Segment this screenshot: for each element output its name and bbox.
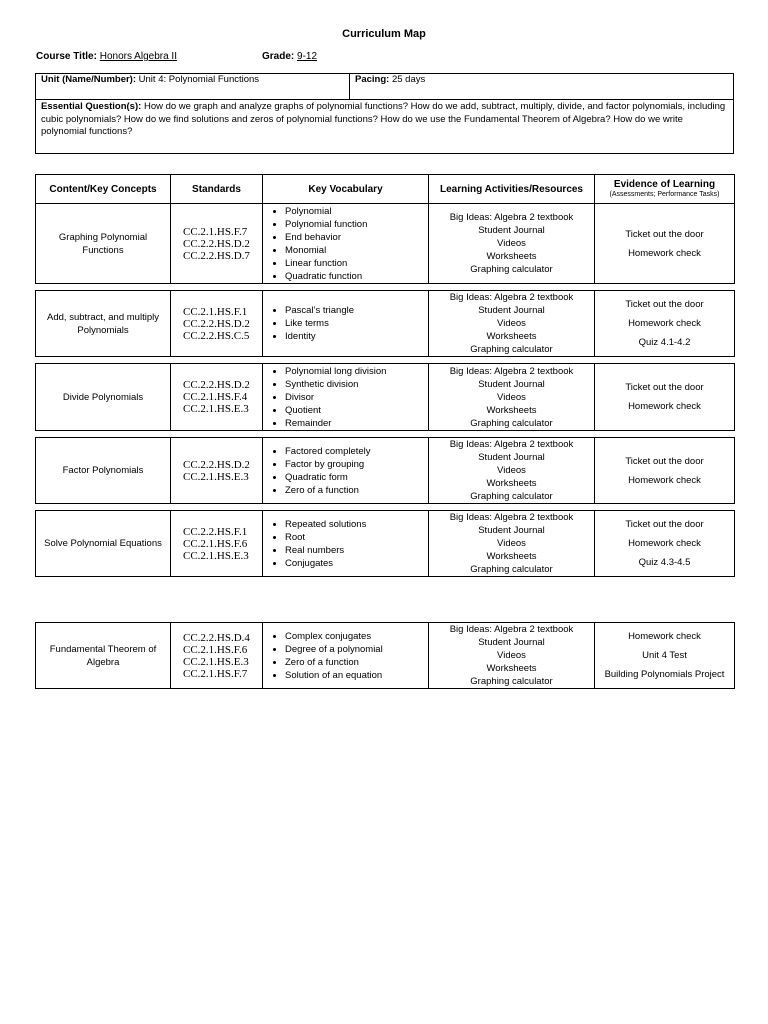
activity-item: Worksheets	[486, 663, 537, 674]
activity-item: Videos	[497, 465, 526, 476]
vocabulary-list	[263, 630, 428, 682]
activities-cell	[429, 291, 595, 357]
curriculum-table-continued	[35, 622, 735, 689]
evidence-item: Homework check	[628, 631, 701, 642]
evidence-cell	[595, 291, 735, 357]
evidence-item: Homework check	[628, 474, 701, 486]
spacer-cell	[36, 284, 735, 291]
evidence-cell	[595, 623, 735, 689]
standards-cell	[171, 511, 263, 577]
grade-field	[262, 51, 317, 62]
course-title-field	[36, 51, 177, 62]
course-title-label: Course Title:	[36, 51, 97, 62]
standard-code: CC.2.1.HS.F.4	[183, 391, 248, 403]
vocabulary-list	[263, 445, 428, 497]
vocabulary-term: • Pascal’s triangle	[285, 304, 428, 317]
vocabulary-list	[263, 304, 428, 343]
spacer-cell	[36, 431, 735, 438]
vocabulary-cell	[263, 623, 429, 689]
activity-item: Student Journal	[478, 378, 545, 390]
grade-label: Grade:	[262, 51, 295, 62]
header-concepts: Content/Key Concepts	[36, 175, 171, 204]
vocabulary-term: • Factored completely	[285, 445, 428, 458]
vocabulary-term: • Polynomial function	[285, 218, 428, 231]
concept-cell: Fundamental Theorem of Algebra	[36, 623, 171, 689]
activity-item: Graphing calculator	[470, 344, 553, 355]
vocabulary-term: • End behavior	[285, 231, 428, 244]
table-body-continued	[36, 623, 735, 689]
standard-code: CC.2.1.HS.E.3	[183, 655, 249, 668]
vocabulary-term: • Zero of a function	[285, 484, 428, 497]
standard-code: CC.2.1.HS.F.1	[183, 305, 248, 318]
grade-value: 9-12	[297, 51, 318, 62]
row-spacer	[36, 504, 735, 511]
standard-code: CC.2.1.HS.F.7	[183, 225, 248, 238]
activity-item: Student Journal	[478, 525, 545, 536]
spacer-cell	[36, 504, 735, 511]
activity-item: Big Ideas: Algebra 2 textbook	[449, 439, 574, 450]
evidence-item: Homework check	[628, 401, 701, 412]
standard-code: CC.2.1.HS.E.3	[183, 549, 249, 562]
activities-cell	[429, 511, 595, 577]
vocabulary-term: • Repeated solutions	[285, 518, 428, 531]
evidence-item: Ticket out the door	[625, 299, 704, 310]
table-row	[36, 291, 735, 357]
activity-item: Student Journal	[478, 225, 545, 236]
activity-item: Videos	[497, 650, 526, 661]
activity-item: Videos	[497, 538, 526, 549]
vocabulary-term: • Solution of an equation	[285, 669, 428, 682]
evidence-item: Ticket out the door	[625, 455, 704, 467]
evidence-item: Homework check	[628, 538, 701, 549]
unit-value: Unit 4: Polynomial Functions	[138, 74, 260, 85]
unit-label: Unit (Name/Number):	[41, 74, 137, 85]
table-row	[36, 364, 735, 431]
activity-item: Videos	[497, 391, 526, 403]
vocabulary-term: • Like terms	[285, 317, 428, 330]
vocabulary-term: • Real numbers	[285, 544, 428, 557]
row-spacer	[36, 284, 735, 291]
header-activities: Learning Activities/Resources	[429, 175, 595, 204]
vocabulary-term: • Polynomial long division	[285, 365, 428, 378]
table-row	[36, 623, 735, 689]
vocabulary-term: • Zero of a function	[285, 656, 428, 669]
vocabulary-term: • Divisor	[285, 391, 428, 404]
concept-cell: Add, subtract, and multiply Polynomials	[36, 291, 171, 357]
standard-code: CC.2.2.HS.D.2	[183, 317, 250, 330]
standard-code: CC.2.2.HS.D.2	[183, 379, 250, 391]
vocabulary-term: • Quadratic function	[285, 270, 428, 283]
evidence-cell	[595, 511, 735, 577]
evidence-cell	[595, 204, 735, 284]
evidence-item: Ticket out the door	[625, 382, 704, 393]
standard-code: CC.2.1.HS.E.3	[183, 403, 249, 415]
vocabulary-term: • Factor by grouping	[285, 458, 428, 471]
vocabulary-term: • Complex conjugates	[285, 630, 428, 643]
vocabulary-term: • Quotient	[285, 404, 428, 417]
standards-cell	[171, 364, 263, 431]
curriculum-table	[35, 174, 735, 577]
vocabulary-term: • Conjugates	[285, 557, 428, 570]
vocabulary-term: • Root	[285, 531, 428, 544]
standard-code: CC.2.2.HS.D.7	[183, 249, 250, 262]
standard-code: CC.2.2.HS.D.2	[183, 237, 250, 250]
activity-item: Worksheets	[486, 404, 537, 416]
course-title-value: Honors Algebra II	[99, 51, 177, 62]
header-vocabulary: Key Vocabulary	[263, 175, 429, 204]
evidence-item: Homework check	[628, 318, 701, 329]
activity-item: Videos	[497, 238, 526, 249]
vocabulary-term: • Quadratic form	[285, 471, 428, 484]
pacing-label: Pacing:	[355, 74, 390, 85]
header-evidence	[595, 175, 735, 204]
standard-code: CC.2.2.HS.F.1	[183, 525, 248, 538]
concept-cell: Solve Polynomial Equations	[36, 511, 171, 577]
evidence-item: Homework check	[628, 247, 701, 259]
essential-questions-box	[35, 99, 734, 154]
evidence-cell	[595, 438, 735, 504]
standard-code: CC.2.2.HS.C.5	[183, 329, 250, 342]
table-row	[36, 204, 735, 284]
vocabulary-term: • Polynomial	[285, 205, 428, 218]
table-row	[36, 511, 735, 577]
vocabulary-term: • Degree of a polynomial	[285, 643, 428, 656]
standard-code: CC.2.1.HS.E.3	[183, 470, 249, 483]
activity-item: Big Ideas: Algebra 2 textbook	[449, 365, 574, 377]
activity-item: Big Ideas: Algebra 2 textbook	[449, 624, 574, 635]
activity-item: Big Ideas: Algebra 2 textbook	[449, 512, 574, 523]
standard-code: CC.2.2.HS.D.4	[183, 631, 250, 644]
vocabulary-cell	[263, 438, 429, 504]
evidence-item: Ticket out the door	[625, 228, 704, 240]
vocabulary-cell	[263, 364, 429, 431]
activity-item: Graphing calculator	[470, 491, 553, 502]
vocabulary-term: • Synthetic division	[285, 378, 428, 391]
activity-item: Big Ideas: Algebra 2 textbook	[449, 212, 574, 223]
essential-questions-label: Essential Question(s):	[41, 101, 142, 112]
vocabulary-cell	[263, 204, 429, 284]
evidence-item: Unit 4 Test	[642, 650, 687, 661]
vocabulary-term: • Linear function	[285, 257, 428, 270]
standard-code: CC.2.1.HS.F.6	[183, 537, 248, 550]
table-header-row	[36, 175, 735, 204]
standard-code: CC.2.1.HS.F.7	[183, 667, 248, 680]
table-row	[36, 438, 735, 504]
header-evidence-title: Evidence of Learning	[613, 179, 716, 190]
activities-cell	[429, 438, 595, 504]
standards-cell	[171, 204, 263, 284]
evidence-cell	[595, 364, 735, 431]
spacer-cell	[36, 357, 735, 364]
vocabulary-cell	[263, 511, 429, 577]
concept-cell: Graphing Polynomial Functions	[36, 204, 171, 284]
header-evidence-subtitle: (Assessments; Performance Tasks)	[609, 191, 720, 198]
standards-cell	[171, 623, 263, 689]
vocabulary-term: • Remainder	[285, 417, 428, 430]
activity-item: Worksheets	[486, 478, 537, 489]
activity-item: Student Journal	[478, 305, 545, 316]
activity-item: Worksheets	[486, 251, 537, 262]
standards-cell	[171, 291, 263, 357]
essential-questions-text: How do we graph and analyze graphs of polynomial functions? How do we add, subtract, multiply, divide, and factor polynomials, including cubic polynomials? How do we find solutions and zeros of polynomial functions? How do we use the Fundamental Theorem of Algebra? How do we write polynomial functions?	[41, 101, 726, 137]
vocabulary-cell	[263, 291, 429, 357]
page-title: Curriculum Map	[342, 28, 426, 40]
activities-cell	[429, 623, 595, 689]
concept-cell: Divide Polynomials	[36, 364, 171, 431]
activities-cell	[429, 204, 595, 284]
evidence-item: Quiz 4.1-4.2	[638, 337, 691, 348]
concept-cell: Factor Polynomials	[36, 438, 171, 504]
pacing-box	[349, 73, 734, 100]
evidence-item: Quiz 4.3-4.5	[638, 557, 691, 568]
standard-code: CC.2.1.HS.F.6	[183, 643, 248, 656]
activity-item: Graphing calculator	[470, 417, 553, 429]
table-body	[36, 204, 735, 577]
unit-box	[35, 73, 350, 100]
evidence-item: Ticket out the door	[625, 519, 704, 530]
activity-item: Worksheets	[486, 551, 537, 562]
row-spacer	[36, 431, 735, 438]
header-standards: Standards	[171, 175, 263, 204]
activity-item: Videos	[497, 318, 526, 329]
activity-item: Graphing calculator	[470, 564, 553, 575]
row-spacer	[36, 357, 735, 364]
pacing-value: 25 days	[391, 74, 426, 85]
activity-item: Worksheets	[486, 331, 537, 342]
vocabulary-term: • Monomial	[285, 244, 428, 257]
vocabulary-list	[263, 518, 428, 570]
vocabulary-term: • Identity	[285, 330, 428, 343]
activity-item: Student Journal	[478, 637, 545, 648]
evidence-item: Building Polynomials Project	[604, 669, 725, 680]
activity-item: Graphing calculator	[470, 676, 553, 687]
vocabulary-list	[263, 365, 428, 430]
standards-cell	[171, 438, 263, 504]
activities-cell	[429, 364, 595, 431]
activity-item: Student Journal	[478, 452, 545, 463]
vocabulary-list	[263, 205, 428, 283]
standard-code: CC.2.2.HS.D.2	[183, 458, 250, 471]
activity-item: Graphing calculator	[470, 264, 553, 275]
activity-item: Big Ideas: Algebra 2 textbook	[449, 292, 574, 303]
